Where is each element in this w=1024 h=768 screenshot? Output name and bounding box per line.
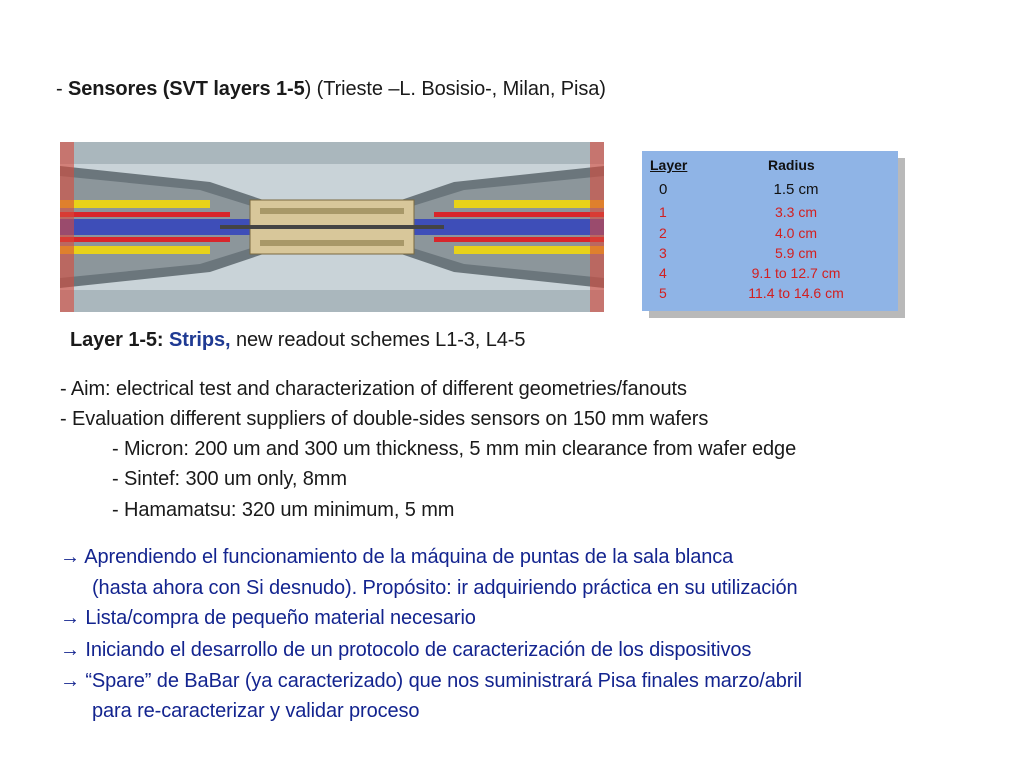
- arrow-item-iniciando: → Iniciando el desarrollo de un protocolo de caracterización de los dispositivos: [60, 639, 752, 661]
- table-cell-layer: 5: [659, 285, 667, 301]
- arrow-item-aprendiendo: → Aprendiendo el funcionamiento de la máquina de puntas de la sala blanca: [60, 546, 734, 568]
- layer-radius-table: [642, 151, 898, 311]
- table-cell-radius: 5.9 cm: [774, 245, 817, 261]
- detector-cross-section-image: [60, 142, 604, 312]
- table-cell-radius: 11.4 to 14.6 cm: [748, 285, 844, 301]
- arrow-item-spare-cont: para re-caracterizar y validar proceso: [92, 700, 420, 722]
- layer-caption: [70, 329, 525, 352]
- arrow-item-aprendiendo-cont: (hasta ahora con Si desnudo). Propósito: ir adquiriendo práctica en su utilización: [92, 577, 798, 599]
- arrow-item-spare: → “Spare” de BaBar (ya caracterizado) que nos suministrará Pisa finales marzo/abril: [60, 670, 803, 692]
- table-cell-radius: 9.1 to 12.7 cm: [751, 265, 841, 281]
- slide-title: [56, 78, 606, 101]
- arrow-item-lista: → Lista/compra de pequeño material necesario: [60, 607, 476, 629]
- title-bold: Sensores (SVT layers 1-5: [68, 78, 305, 100]
- table-cell-radius: 3.3 cm: [774, 204, 817, 220]
- bullet-aim: - Aim: electrical test and characterization of different geometries/fanouts: [60, 378, 687, 400]
- caption-bold: Layer 1-5:: [70, 329, 169, 351]
- header-layer: Layer: [650, 157, 688, 173]
- sub-bullet-hamamatsu: - Hamamatsu: 320 um minimum, 5 mm: [112, 499, 455, 521]
- sub-bullet-sintef: - Sintef: 300 um only, 8mm: [112, 468, 347, 490]
- table-cell-layer: 3: [659, 245, 667, 261]
- table-cell-layer: 1: [659, 204, 667, 220]
- bullet-evaluation: - Evaluation different suppliers of double-sides sensors on 150 mm wafers: [60, 408, 709, 430]
- table-cell-layer: 4: [659, 265, 667, 281]
- table-cell-layer: 0: [659, 181, 668, 198]
- table-cell-radius: 1.5 cm: [773, 181, 819, 198]
- header-radius: Radius: [768, 157, 815, 173]
- table-cell-radius: 4.0 cm: [774, 225, 817, 241]
- caption-rest: new readout schemes L1-3, L4-5: [230, 329, 526, 351]
- caption-blue: Strips,: [168, 329, 231, 351]
- title-rest: ) (Trieste –L. Bosisio-, Milan, Pisa): [304, 78, 606, 100]
- table-cell-layer: 2: [659, 225, 667, 241]
- sub-bullet-micron: - Micron: 200 um and 300 um thickness, 5 mm min clearance from wafer edge: [112, 438, 797, 460]
- title-prefix: -: [56, 78, 69, 100]
